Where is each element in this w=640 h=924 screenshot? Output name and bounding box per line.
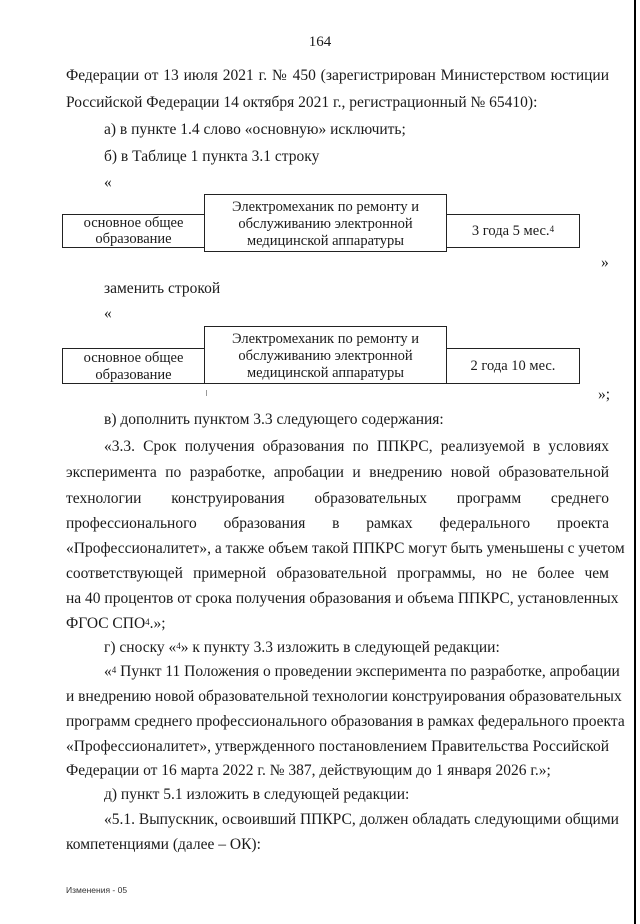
intro-line-1: Федерации от 13 июля 2021 г. № 450 (зарегистрирован Министерством юстиции <box>66 67 609 84</box>
item-a: а) в пункте 1.4 слово «основную» исключить; <box>104 121 406 138</box>
table-old-footnote-mark: 4 <box>549 224 555 234</box>
para-33-line-1: «3.3. Срок получения образования по ППКРС, реализуемой в условиях <box>104 438 609 455</box>
table-old-qualification-line-1: Электромеханик по ремонту и <box>231 199 420 215</box>
para-33-last-tail: .»; <box>149 615 166 632</box>
footnote-para-prefix: « <box>104 663 112 680</box>
para-33-line-6: соответствующей примерной образовательной программы, но не более чем <box>66 565 609 582</box>
para-51-line-1: «5.1. Выпускник, освоивший ППКРС, должен обладать следующими общими <box>104 811 619 828</box>
table-new-qualification-line-1: Электромеханик по ремонту и <box>231 331 420 347</box>
table-old-education-line-2: образование <box>95 231 172 247</box>
scan-speck <box>206 390 207 396</box>
table-old-education-line-1: основное общее <box>83 215 184 231</box>
table-new-education-line-2: образование <box>95 367 172 383</box>
table-new-qualification <box>204 326 447 384</box>
scan-edge <box>634 0 636 924</box>
para-33-line-2: эксперимента по разработке, апробации и внедрению новой образовательной <box>66 464 609 481</box>
open-quote-1: « <box>104 174 112 191</box>
para-33-line-5: «Профессионалитет», а также объем такой ППКРС могут быть уменьшены с учетом <box>66 540 625 557</box>
footnote-para-first-rest: Пункт 11 Положения о проведении эксперимента по разработке, апробации <box>116 663 620 680</box>
item-g-after: » к пункту 3.3 изложить в следующей редакции: <box>180 639 500 656</box>
item-g <box>104 638 500 658</box>
table-new-education-line-1: основное общее <box>83 350 184 366</box>
table-new-duration-value: 2 года 10 мес. <box>470 358 556 374</box>
table-old-duration <box>446 214 580 248</box>
para-33-line-4: профессионального образования в рамках федерального проекта <box>66 515 609 532</box>
table-old-row <box>62 194 608 254</box>
footnote-para-line-2: и внедрению новой образовательной технологии конструирования образовательных <box>66 688 622 705</box>
table-old-education <box>62 214 205 248</box>
item-g-before: г) сноску « <box>104 639 177 656</box>
table-new-education <box>62 348 205 384</box>
table-new-duration <box>446 348 580 384</box>
para-33-line-3: технологии конструирования образовательных программ среднего <box>66 490 609 507</box>
footnote-para-line-5: Федерации от 16 марта 2022 г. № 387, действующим до 1 января 2026 г.»; <box>66 762 551 779</box>
para-33-footnote-mark: 4 <box>145 617 150 627</box>
footnote-para-line-1 <box>104 662 620 682</box>
table-new-qualification-line-3: медицинской аппаратуры <box>246 365 405 381</box>
table-old-qualification-line-3: медицинской аппаратуры <box>246 233 405 249</box>
para-33-line-7: на 40 процентов от срока получения образования и объема ППКРС, установленных <box>66 590 619 607</box>
para-33-last-text: ФГОС СПО <box>66 615 146 632</box>
open-quote-2: « <box>104 305 112 322</box>
para-33-line-8 <box>66 614 609 634</box>
item-d: д) пункт 5.1 изложить в следующей редакции: <box>104 786 410 803</box>
item-b: б) в Таблице 1 пункта 3.1 строку <box>104 148 320 165</box>
close-quote-2: »; <box>598 386 611 403</box>
table-new-row <box>62 326 608 386</box>
table-old-duration-text <box>447 223 579 240</box>
footnote-para-line-3: программ среднего профессионального образования в рамках федерального проекта <box>66 713 625 730</box>
close-quote-1: » <box>601 254 609 271</box>
table-old-qualification-line-2: обслуживанию электронной <box>238 216 413 232</box>
item-v: в) дополнить пунктом 3.3 следующего содержания: <box>104 411 444 428</box>
table-old-qualification <box>204 194 447 252</box>
para-51-line-2: компетенциями (далее – ОК): <box>66 836 261 853</box>
item-g-footnote-mark: 4 <box>176 641 181 651</box>
table-old-duration-value: 3 года 5 мес. <box>471 223 550 239</box>
footnote-para-line-4: «Профессионалитет», утвержденного постановлением Правительства Российской <box>66 738 609 755</box>
page-footer: Изменения - 05 <box>66 885 128 895</box>
replace-with: заменить строкой <box>104 280 221 297</box>
intro-line-2: Российской Федерации 14 октября 2021 г., регистрационный № 65410): <box>66 94 538 111</box>
page-number: 164 <box>308 34 332 50</box>
table-new-qualification-line-2: обслуживанию электронной <box>238 348 413 364</box>
footnote-para-mark: 4 <box>111 665 117 675</box>
